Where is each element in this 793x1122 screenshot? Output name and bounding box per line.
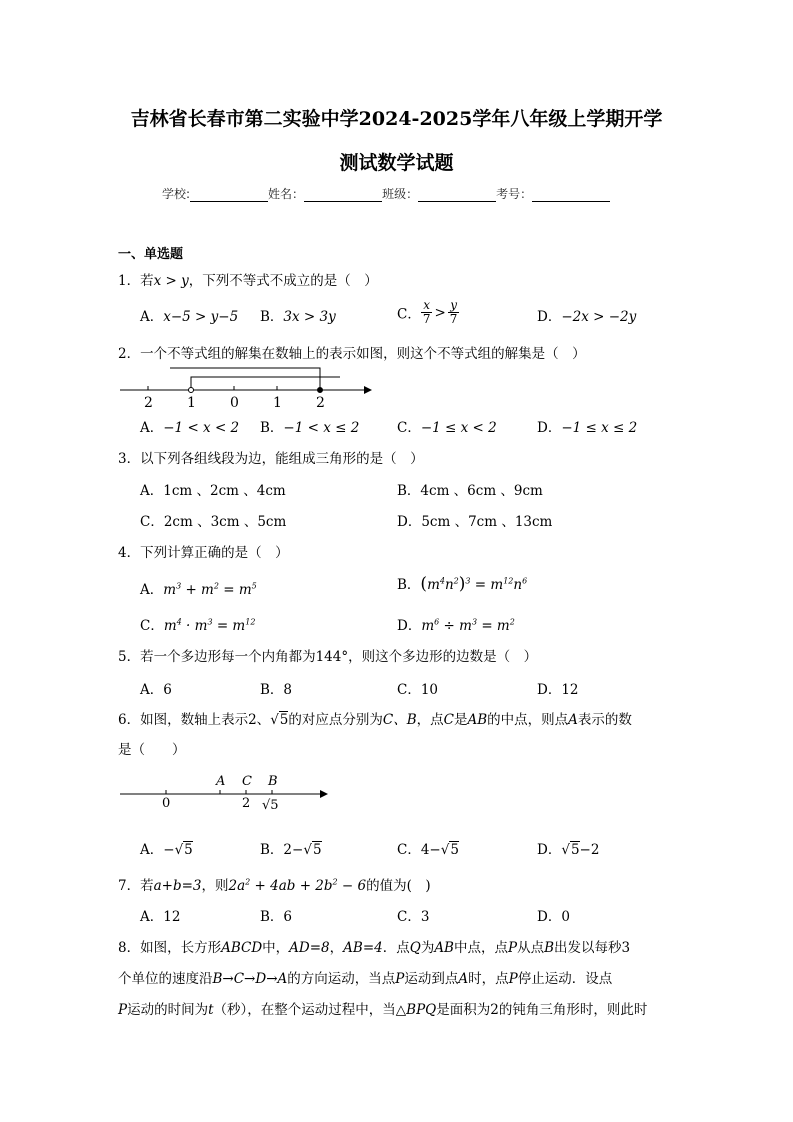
q8-math: P: [395, 971, 405, 987]
sqrt-radicand: 5: [570, 842, 580, 858]
number-line-figure-2: [118, 770, 333, 812]
q6-option-a[interactable]: [140, 838, 193, 858]
option-text: 8: [283, 682, 293, 698]
closed-point: [318, 388, 323, 393]
question-2-stem: 2．一个不等式组的解集在数轴上的表示如图，则这个不等式组的解集是（ ）: [118, 346, 586, 362]
tick-label: √5: [262, 798, 279, 812]
tick-label: 1: [187, 395, 196, 409]
fraction-y-7: $\frac{y}{7}$: [449, 298, 458, 326]
q3-option-b[interactable]: [397, 479, 543, 499]
option-label: B．: [260, 420, 284, 436]
fraction-x-7: $\frac{x}{7}$: [422, 298, 431, 326]
gt-sign: >: [434, 304, 446, 321]
q2-option-b[interactable]: [260, 416, 359, 436]
option-text: −1 ≤ x ≤ 2: [561, 420, 638, 436]
q5-math: 144°: [315, 649, 349, 665]
option-label: A．: [140, 309, 164, 325]
bracket-right: [170, 368, 320, 390]
q6-option-c[interactable]: [397, 838, 459, 858]
q8-math: t: [208, 1002, 214, 1018]
q8-math: B→C→D→A: [212, 971, 288, 987]
sqrt-radicand: 5: [450, 842, 459, 858]
option-label: B．: [397, 577, 421, 593]
q7-option-c[interactable]: [397, 905, 429, 925]
option-text: 6: [283, 909, 293, 925]
info-line: [162, 185, 610, 202]
option-text: 3: [420, 909, 430, 925]
question-8-stem-line2: [118, 967, 612, 987]
number-line-figure: [118, 363, 378, 409]
option-text: 3x > 3y: [283, 309, 336, 325]
sqrt-symbol: √: [270, 712, 279, 728]
q1-post: ，下列不等式不成立的是（ ）: [188, 273, 378, 289]
option-text: −2: [579, 842, 600, 858]
q8-text: （秒），在整个运动过程中，当: [213, 1002, 396, 1018]
q5-option-d[interactable]: [537, 678, 579, 698]
sqrt-symbol: √: [440, 842, 450, 858]
q8-math: P: [118, 1002, 128, 1018]
q8-math: △BPQ: [395, 1002, 437, 1018]
option-label: A．: [140, 582, 164, 598]
q4-option-b[interactable]: [397, 573, 527, 594]
q5-option-c[interactable]: [397, 678, 438, 698]
q2-option-c[interactable]: [397, 416, 497, 436]
q4-option-a[interactable]: [140, 578, 257, 598]
option-text: 4cm 、6cm 、9cm: [420, 483, 543, 499]
axis-arrow: [364, 386, 372, 394]
school-field[interactable]: [190, 189, 268, 202]
q1-math: x > y: [153, 273, 189, 289]
option-label: A．: [140, 842, 164, 858]
option-text: 4−: [420, 842, 441, 858]
q3-option-a[interactable]: [140, 479, 286, 499]
q8-math: AB=4: [343, 940, 383, 956]
option-label: D．: [537, 682, 562, 698]
point-label-c: C: [242, 774, 252, 789]
name-field[interactable]: [304, 189, 382, 202]
q8-text: ．点: [382, 940, 410, 956]
q8-text: 为: [420, 940, 435, 956]
q6-text: 表示的数: [577, 712, 632, 728]
option-math: $m^3 + m^2 = m^5$: [163, 581, 257, 598]
q1-pre: 1．若: [118, 273, 154, 289]
q1-option-a[interactable]: [140, 305, 238, 325]
q1-option-b[interactable]: [260, 305, 336, 325]
question-6-stem-line2: 是（ ）: [118, 742, 186, 758]
q4-option-c[interactable]: [140, 614, 255, 634]
tick-label: 0: [162, 796, 171, 811]
q5-pre: 5．若一个多边形每一个内角都为: [118, 649, 316, 665]
option-text: 12: [561, 682, 579, 698]
name-label: 姓名：: [268, 187, 305, 201]
bracket-left: [191, 377, 340, 390]
option-math: $m^4 \cdot m^3 = m^{12}$: [163, 617, 256, 634]
option-label: C．: [397, 909, 421, 925]
q6-option-d[interactable]: [537, 838, 599, 858]
axis-arrow: [320, 790, 328, 798]
q1-option-d[interactable]: [537, 305, 636, 325]
class-field[interactable]: [418, 189, 496, 202]
sqrt-symbol: √: [303, 842, 312, 858]
q8-text: ，: [329, 940, 344, 956]
option-label: B．: [260, 309, 284, 325]
q3-option-d[interactable]: [397, 510, 552, 530]
option-label: A．: [140, 483, 164, 499]
option-label: B．: [260, 682, 284, 698]
option-text: 1cm 、2cm 、4cm: [163, 483, 286, 499]
option-label: D．: [537, 842, 562, 858]
question-3-stem: 3．以下列各组线段为边，能组成三角形的是（ ）: [118, 451, 424, 467]
q7-mid: ，则: [201, 878, 229, 894]
q6-ab: AB: [467, 712, 488, 728]
class-label: 班级：: [382, 187, 419, 201]
option-text: 2cm 、3cm 、5cm: [163, 514, 287, 530]
q8-math: AB: [434, 940, 454, 956]
option-text: −1 < x < 2: [163, 420, 240, 436]
q8-math: AD=8: [289, 940, 330, 956]
q7-option-d[interactable]: [537, 905, 570, 925]
option-label: A．: [140, 420, 164, 436]
option-label: B．: [260, 842, 284, 858]
option-text: −: [163, 842, 175, 858]
sqrt-radicand: 5: [312, 842, 322, 858]
sqrt-radicand: 5: [184, 842, 193, 858]
option-text: 10: [420, 682, 439, 698]
q8-text: 是面积为2的钝角三角形时，则此时: [436, 1002, 648, 1018]
q8-text: 运动的时间为: [127, 1002, 209, 1018]
q7-expression: $2a^2 + 4ab + 2b^2 - 6$: [228, 877, 367, 894]
option-label: D．: [537, 909, 562, 925]
q6-mid: 的对应点分别为: [288, 712, 383, 728]
tick-label: 2: [242, 796, 251, 811]
q8-text: 从点: [517, 940, 545, 956]
section-title: 一、单选题: [118, 247, 184, 262]
q8-text: 时，点: [468, 971, 509, 987]
q8-text: 中点，点: [453, 940, 508, 956]
option-label: B．: [397, 483, 421, 499]
tick-label: 2: [316, 395, 325, 409]
option-label: C．: [140, 514, 164, 530]
option-label: D．: [397, 618, 422, 634]
q8-text: 出发以每秒3: [554, 940, 631, 956]
q6-option-b[interactable]: [260, 838, 322, 858]
option-text: 12: [163, 909, 181, 925]
q6-text: 的中点，则点: [487, 712, 569, 728]
q8-text: 中，: [262, 940, 290, 956]
q4-option-d[interactable]: [397, 614, 515, 634]
option-text: 5cm 、7cm 、13cm: [421, 514, 553, 530]
option-label: C．: [397, 306, 421, 323]
sqrt-radicand: 5: [279, 712, 289, 728]
q7-option-a[interactable]: [140, 905, 180, 925]
q8-math: P: [507, 940, 518, 956]
q6-text: ，点: [416, 712, 444, 728]
q8-math: P: [508, 971, 518, 987]
q6-text: 是: [453, 712, 468, 728]
tick-label: 2: [144, 395, 153, 409]
q7-pre: 7．若: [118, 878, 154, 894]
question-4-stem: 4．下列计算正确的是（ ）: [118, 545, 289, 561]
option-text: −1 ≤ x < 2: [420, 420, 497, 436]
q2-option-a[interactable]: [140, 416, 239, 436]
q8-text: 8．如图，长方形: [118, 940, 222, 956]
q7-post: 的值为( ): [366, 878, 431, 894]
option-label: D．: [537, 309, 562, 325]
q8-text: 运动到点: [404, 971, 459, 987]
q8-math: ABCD: [221, 940, 263, 956]
q5-option-b[interactable]: [260, 678, 292, 698]
option-label: C．: [397, 420, 421, 436]
option-math: $(m^4n^2)^3 = m^{12}n^6$: [420, 574, 528, 594]
option-text: 6: [163, 682, 172, 698]
point-label-a: A: [216, 774, 226, 789]
q8-math: A: [458, 971, 469, 987]
q1-option-c[interactable]: [397, 299, 459, 326]
tick-label: 0: [230, 395, 239, 409]
question-1-stem: [118, 269, 378, 289]
option-label: D．: [397, 514, 422, 530]
q7-math: a+b=3: [153, 878, 202, 894]
page-title: 吉林省长春市第二实验中学2024-2025学年八年级上学期开学: [130, 108, 663, 130]
sqrt-symbol: √: [174, 842, 184, 858]
option-label: B．: [260, 909, 284, 925]
question-8-stem-line1: [118, 936, 630, 956]
q6-pre: 6．如图，数轴上表示2、: [118, 712, 271, 728]
q8-text: 的方向运动，当点: [287, 971, 396, 987]
q8-text: 停止运动．设点: [517, 971, 613, 987]
point-label-b: B: [268, 774, 278, 789]
q3-option-c[interactable]: [140, 510, 286, 530]
option-label: A．: [140, 909, 164, 925]
q2-option-d[interactable]: [537, 416, 637, 436]
q5-option-a[interactable]: [140, 678, 172, 698]
option-label: C．: [397, 842, 421, 858]
option-label: C．: [397, 682, 421, 698]
option-label: A．: [140, 682, 164, 698]
option-text: x−5 > y−5: [163, 309, 239, 325]
question-5-stem: [118, 645, 537, 665]
q8-math: B: [544, 940, 554, 956]
page-title-line2: 测试数学试题: [339, 152, 454, 174]
q5-post: ，则这个多边形的边数是（ ）: [348, 649, 538, 665]
school-label: 学校:: [162, 187, 191, 201]
option-text: −2x > −2y: [561, 309, 637, 325]
option-text: 0: [561, 909, 570, 925]
number-field[interactable]: [532, 189, 610, 202]
tick-label: 1: [273, 395, 282, 409]
option-text: −1 < x ≤ 2: [283, 420, 360, 436]
q8-math: Q: [409, 940, 421, 956]
question-7-stem: [118, 874, 431, 894]
q8-text: 个单位的速度沿: [118, 971, 213, 987]
option-label: C．: [140, 618, 164, 634]
question-6-stem-line1: [118, 708, 632, 728]
open-point: [189, 388, 194, 393]
q6-cb: C、B: [382, 712, 417, 728]
option-text: 2−: [283, 842, 304, 858]
question-8-stem-line3: [118, 998, 647, 1018]
option-math: $m^6 \div m^3 = m^2$: [421, 617, 515, 634]
q6-c: C: [443, 712, 454, 728]
q7-option-b[interactable]: [260, 905, 292, 925]
option-label: D．: [537, 420, 562, 436]
sqrt-symbol: √: [561, 842, 570, 858]
number-label: 考号：: [496, 187, 533, 201]
q6-a: A: [568, 712, 578, 728]
